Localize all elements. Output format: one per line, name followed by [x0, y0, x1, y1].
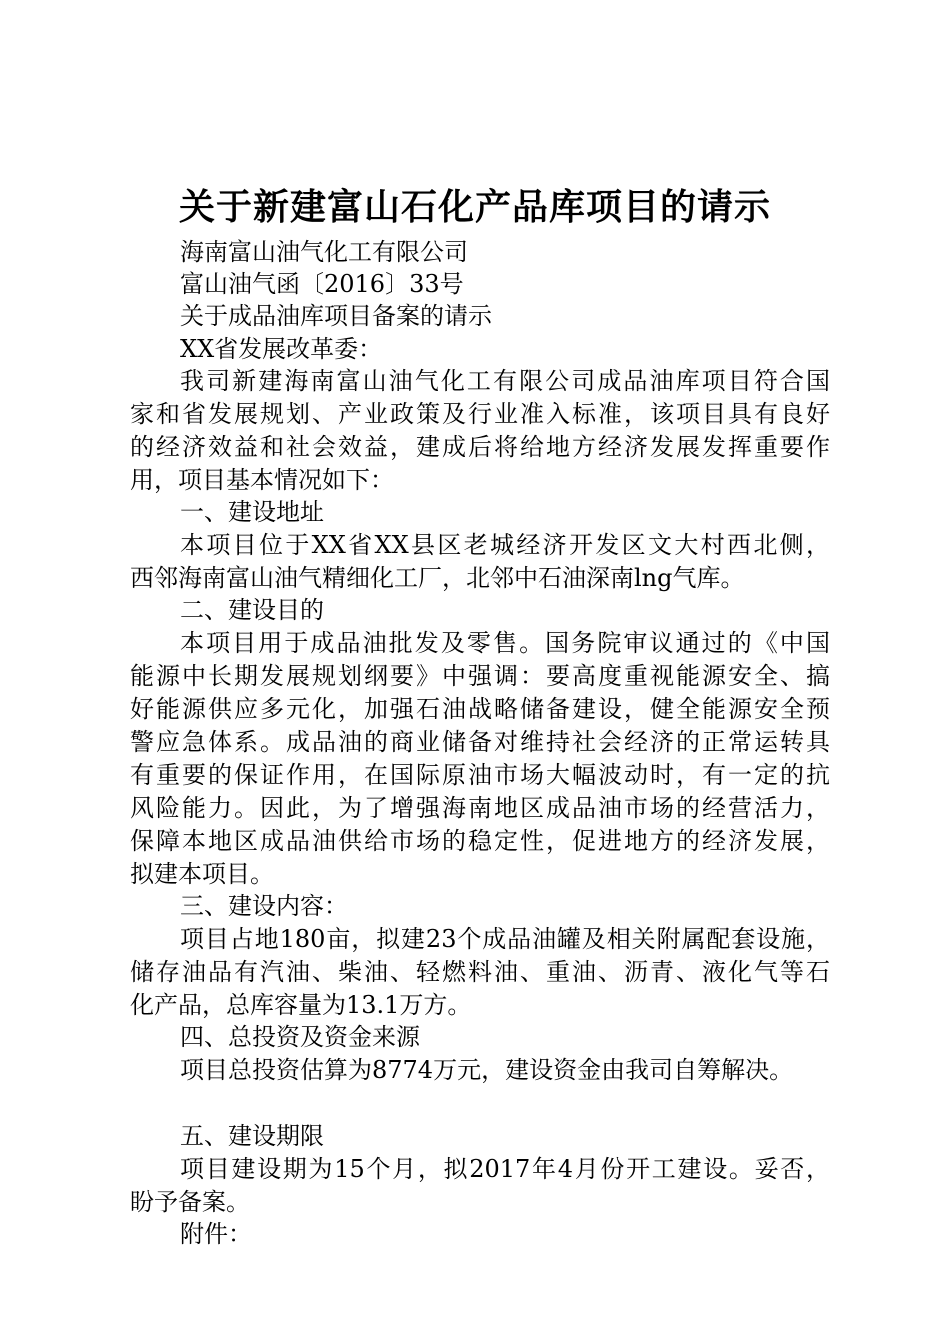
purpose-line: 风险能力。因此，为了增强海南地区成品油市场的经营活力， [130, 794, 830, 822]
address-line: 西邻海南富山油气精细化工厂，北邻中石油深南lng气库。 [130, 564, 745, 592]
content-line: 项目占地180亩，拟建23个成品油罐及相关附属配套设施， [180, 925, 830, 953]
content-line: 化产品，总库容量为13.1万方。 [130, 991, 472, 1019]
attachment-label: 附件： [180, 1220, 252, 1248]
intro-line: 的经济效益和社会效益，建成后将给地方经济发展发挥重要作 [130, 433, 830, 461]
content-line: 储存油品有汽油、柴油、轻燃料油、重油、沥青、液化气等石 [130, 958, 830, 986]
purpose-line: 有重要的保证作用，在国际原油市场大幅波动时，有一定的抗 [130, 761, 830, 789]
investment-line: 项目总投资估算为8774万元，建设资金由我司自筹解决。 [180, 1056, 794, 1084]
intro-line: 用，项目基本情况如下： [130, 466, 394, 494]
recipient-line: XX省发展改革委： [180, 335, 383, 363]
section-heading-address: 一、建设地址 [180, 498, 324, 526]
document-number: 富山油气函〔2016〕33号 [180, 270, 464, 298]
document-title: 关于新建富山石化产品库项目的请示 [178, 187, 771, 228]
section-heading-purpose: 二、建设目的 [180, 596, 324, 624]
subject-line: 关于成品油库项目备案的请示 [180, 302, 492, 330]
section-heading-content: 三、建设内容： [180, 892, 348, 920]
company-name: 海南富山油气化工有限公司 [180, 238, 468, 266]
purpose-line: 保障本地区成品油供给市场的稳定性，促进地方的经济发展， [130, 827, 830, 855]
period-line: 项目建设期为15个月，拟2017年4月份开工建设。妥否， [180, 1155, 830, 1183]
purpose-line: 拟建本项目。 [130, 860, 274, 888]
purpose-line: 警应急体系。成品油的商业储备对维持社会经济的正常运转具 [130, 728, 830, 756]
section-heading-investment: 四、总投资及资金来源 [180, 1023, 420, 1051]
purpose-line: 好能源供应多元化，加强石油战略储备建设，健全能源安全预 [130, 695, 830, 723]
intro-line: 家和省发展规划、产业政策及行业准入标准，该项目具有良好 [130, 400, 830, 428]
period-line: 盼予备案。 [130, 1188, 250, 1216]
section-heading-period: 五、建设期限 [180, 1122, 324, 1150]
purpose-line: 能源中长期发展规划纲要》中强调：要高度重视能源安全、搞 [130, 662, 830, 690]
purpose-line: 本项目用于成品油批发及零售。国务院审议通过的《中国 [180, 629, 830, 657]
address-line: 本项目位于XX省XX县区老城经济开发区文大村西北侧， [180, 531, 830, 559]
intro-line: 我司新建海南富山油气化工有限公司成品油库项目符合国 [180, 367, 830, 395]
